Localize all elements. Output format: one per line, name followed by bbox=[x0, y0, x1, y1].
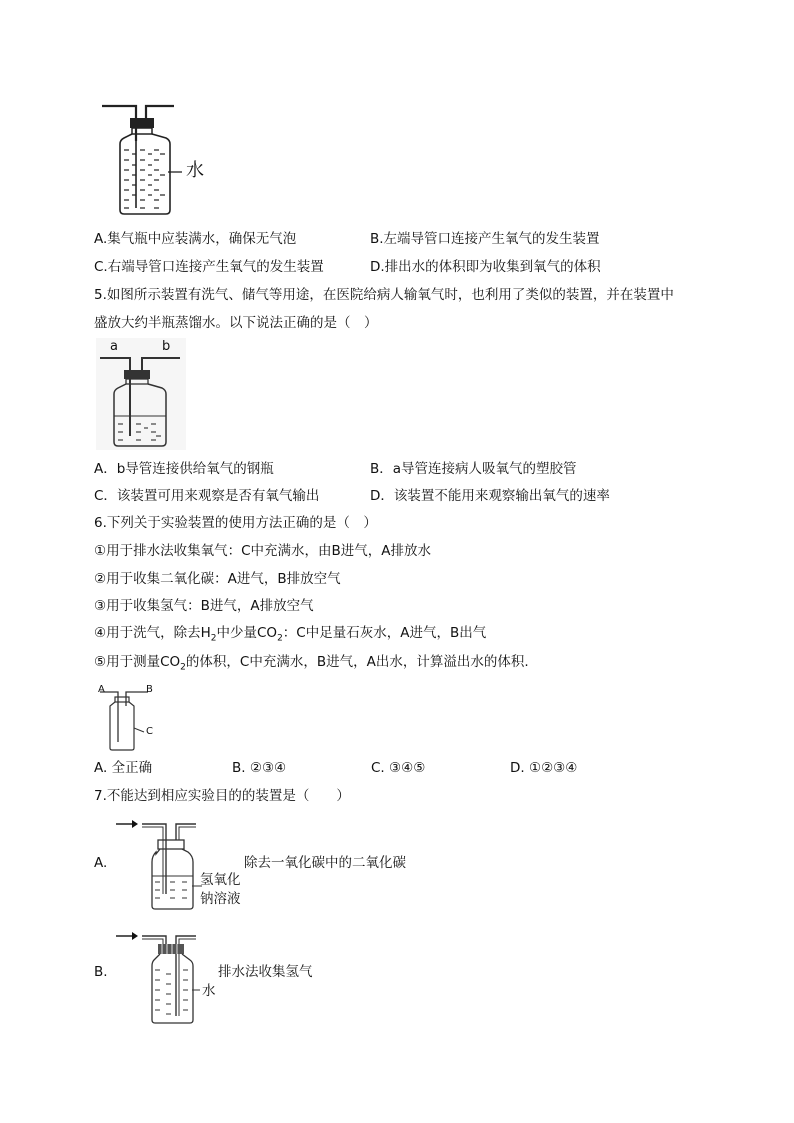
gas-bottle-figure-1 bbox=[96, 96, 226, 220]
q5-stem-line-1: 5.如图所示装置有洗气、储气等用途，在医院给病人输氧气时，也利用了类似的装置，并在装置中 bbox=[94, 287, 674, 303]
water-label: 水 bbox=[186, 160, 204, 181]
q7-b-diagram bbox=[112, 926, 222, 1028]
q7-option-a-letter: A. bbox=[94, 855, 108, 871]
q4-option-d: D.排出水的体积即为收集到氧气的体积 bbox=[370, 259, 601, 275]
q7-a-liquid-line-1: 氢氧化 bbox=[200, 872, 241, 888]
q6-bottle-figure bbox=[96, 684, 166, 754]
q6-stem: 6.下列关于实验装置的使用方法正确的是（ ） bbox=[94, 515, 377, 531]
q6-bottle-label-c: C bbox=[146, 726, 153, 737]
q5-stem-line-2: 盛放大约半瓶蒸馏水。以下说法正确的是（ ） bbox=[94, 315, 378, 331]
q6-option-b: B. ②③④ bbox=[232, 760, 287, 776]
q6-option-a: A. 全正确 bbox=[94, 760, 153, 776]
q6-item-4-sub-2: 2 bbox=[277, 633, 283, 644]
q6-item-4-sub-1: 2 bbox=[210, 633, 217, 644]
q4-option-b: B.左端导管口连接产生氧气的发生装置 bbox=[370, 231, 600, 247]
q7-a-liquid-line-2: 钠溶液 bbox=[200, 891, 241, 907]
q7-b-figure bbox=[112, 926, 222, 1028]
q7-option-a-description: 除去一氧化碳中的二氧化碳 bbox=[244, 855, 406, 871]
q5-option-c: C．该装置可用来观察是否有氧气输出 bbox=[94, 488, 320, 504]
q5-tube-label-a: a bbox=[110, 339, 118, 354]
q4-option-c: C.右端导管口连接产生氧气的发生装置 bbox=[94, 259, 324, 275]
q6-item-4-mid: 中少量CO bbox=[216, 625, 278, 641]
q5-tube-label-b: b bbox=[162, 339, 171, 354]
q6-item-4 bbox=[94, 623, 486, 649]
q4-option-a: A.集气瓶中应装满水，确保无气泡 bbox=[94, 231, 297, 247]
q6-item-2: ②用于收集二氧化碳：A进气，B排放空气 bbox=[94, 571, 341, 587]
q6-item-1: ①用于排水法收集氧气：C中充满水，由B进气，A排放水 bbox=[94, 543, 432, 559]
q6-bottle-diagram bbox=[96, 684, 166, 754]
q5-option-d: D．该装置不能用来观察输出氧气的速率 bbox=[370, 488, 610, 504]
q6-item-5-pre: ⑤用于测量CO bbox=[94, 654, 181, 670]
q7-b-liquid-label: 水 bbox=[202, 983, 216, 999]
q6-item-5-sub: 2 bbox=[180, 662, 186, 673]
q6-tube-label-a: A bbox=[98, 684, 105, 695]
q6-tube-label-b: B bbox=[146, 684, 153, 695]
q5-bottle-figure bbox=[96, 338, 186, 450]
q7-option-b-description: 排水法收集氢气 bbox=[218, 964, 313, 980]
q7-option-b-letter: B. bbox=[94, 964, 108, 980]
gas-bottle-diagram bbox=[96, 96, 226, 220]
q7-stem: 7.不能达到相应实验目的的装置是（ ） bbox=[94, 788, 350, 804]
q6-option-d: D. ①②③④ bbox=[510, 760, 578, 776]
q5-option-b: B．a导管连接病人吸氧气的塑胶管 bbox=[370, 461, 577, 477]
q6-item-5-post: 的体积，C中充满水，B进气，A出水，计算溢出水的体积. bbox=[185, 654, 529, 670]
q6-item-4-post: ：C中足量石灰水，A进气，B出气 bbox=[282, 625, 487, 641]
q5-option-a: A．b导管连接供给氧气的钢瓶 bbox=[94, 461, 274, 477]
q6-item-3: ③用于收集氢气：B进气，A排放空气 bbox=[94, 598, 314, 614]
q6-item-5 bbox=[94, 652, 529, 678]
q6-option-c: C. ③④⑤ bbox=[371, 760, 426, 776]
q6-item-4-pre: ④用于洗气，除去H bbox=[94, 625, 211, 641]
